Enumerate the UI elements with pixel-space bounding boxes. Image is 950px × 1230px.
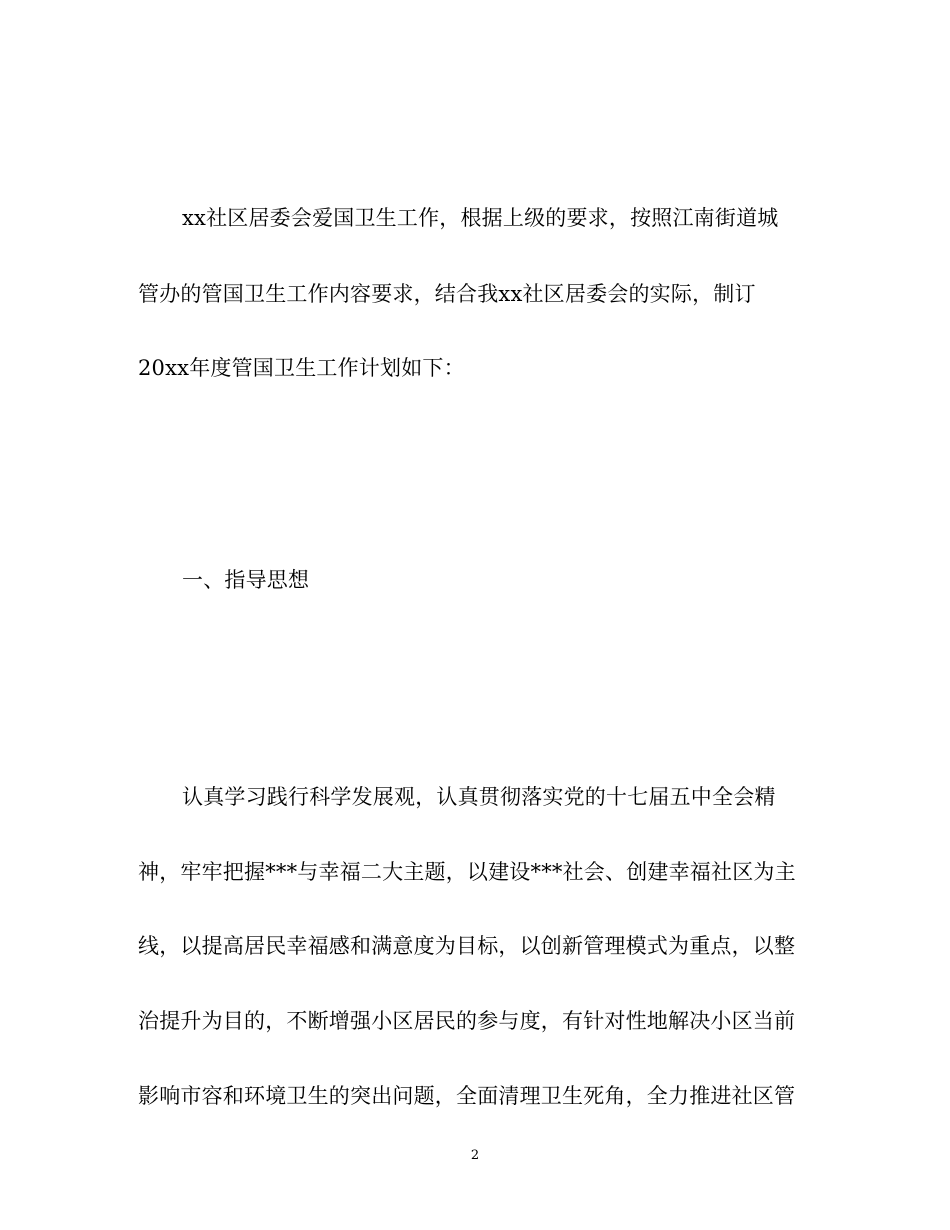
section-heading: 一、指导思想 bbox=[182, 568, 310, 592]
guiding-line-5: 影响市容和环境卫生的突出问题，全面清理卫生死角，全力推进社区管 bbox=[138, 1084, 796, 1108]
intro-line-2: 管办的管国卫生工作内容要求，结合我xx社区居委会的实际，制订 bbox=[138, 282, 756, 306]
guiding-line-1: 认真学习践行科学发展观，认真贯彻落实党的十七届五中全会精 bbox=[182, 785, 776, 809]
guiding-line-3: 线，以提高居民幸福感和满意度为目标，以创新管理模式为重点，以整 bbox=[138, 934, 796, 958]
intro-line-3: 20xx年度管国卫生工作计划如下： bbox=[138, 356, 465, 380]
guiding-line-2: 神，牢牢把握***与幸福二大主题，以建设***社会、创建幸福社区为主 bbox=[138, 860, 796, 884]
page-number: 2 bbox=[470, 1148, 480, 1163]
intro-line-1: xx社区居委会爱国卫生工作，根据上级的要求，按照江南街道城 bbox=[182, 206, 779, 230]
guiding-line-4: 治提升为目的，不断增强小区居民的参与度，有针对性地解决小区当前 bbox=[138, 1009, 796, 1033]
